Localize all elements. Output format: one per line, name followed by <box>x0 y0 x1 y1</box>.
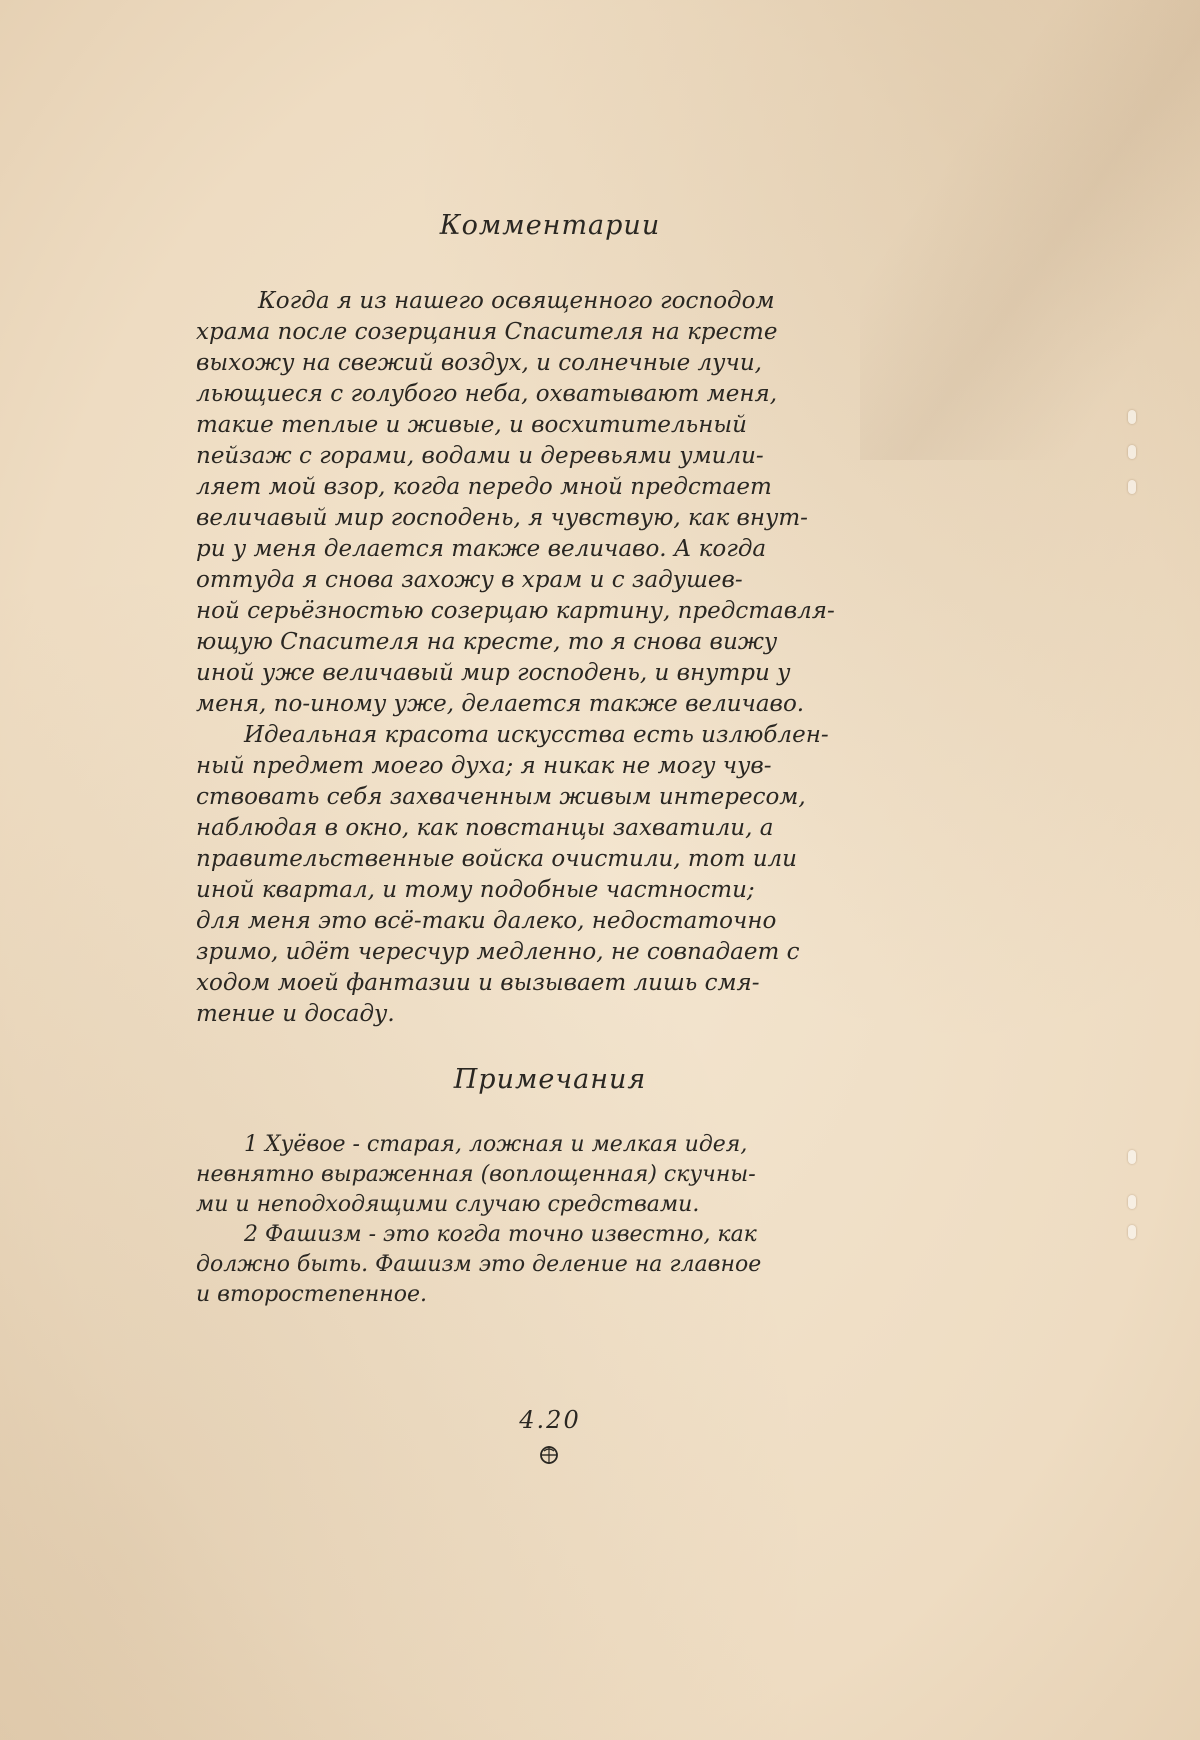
text-line: величавый мир господень, я чувствую, как внут- <box>196 505 808 531</box>
text-line: невнятно выраженная (воплощенная) скучны- <box>196 1162 756 1187</box>
text-line: ный предмет моего духа; я никак не могу чув- <box>196 753 772 779</box>
punch-hole <box>1128 1195 1136 1209</box>
comments-body <box>196 286 956 1030</box>
text-line: меня, по-иному уже, делается также величаво. <box>196 691 805 717</box>
text-line: 1 Хуёвое - старая, ложная и мелкая идея, <box>244 1132 748 1157</box>
text-line: и второстепенное. <box>196 1282 428 1307</box>
text-line: ми и неподходящими случаю средствами. <box>196 1192 700 1217</box>
text-line: Когда я из нашего освященного господом <box>258 288 775 314</box>
punch-hole <box>1128 1150 1136 1164</box>
text-line: оттуда я снова захожу в храм и с задушев- <box>196 567 743 593</box>
punch-hole <box>1128 1225 1136 1239</box>
punch-hole <box>1128 445 1136 459</box>
text-line: должно быть. Фашизм это деление на главное <box>196 1252 762 1277</box>
text-line: пейзаж с горами, водами и деревьями умили- <box>196 443 764 469</box>
text-line: храма после созерцания Спасителя на кресте <box>196 319 778 345</box>
text-line: иной уже величавый мир господень, и внутри у <box>196 660 791 686</box>
page-number: 4.20 <box>519 1406 581 1434</box>
text-line: такие теплые и живые, и восхитительный <box>196 412 747 438</box>
text-line: ющую Спасителя на кресте, то я снова вижу <box>196 629 778 655</box>
notes-heading: Примечания <box>453 1064 647 1095</box>
text-line: тение и досаду. <box>196 1001 395 1027</box>
text-line: для меня это всё-таки далеко, недостаточно <box>196 908 777 934</box>
text-line: Идеальная красота искусства есть излюблен- <box>244 722 829 748</box>
text-line: ри у меня делается также величаво. А когда <box>196 536 767 562</box>
text-line: выхожу на свежий воздух, и солнечные лучи, <box>196 350 762 376</box>
text-line: льющиеся с голубого неба, охватывают меня, <box>196 381 778 407</box>
punch-hole <box>1128 410 1136 424</box>
text-line: 2 Фашизм - это когда точно известно, как <box>244 1222 757 1247</box>
text-line: ной серьёзностью созерцаю картину, представля- <box>196 598 835 624</box>
text-line: зримо, идёт чересчур медленно, не совпадает с <box>196 939 800 965</box>
stamp-mark-icon <box>538 1444 560 1466</box>
text-line: ляет мой взор, когда передо мной предстает <box>196 474 772 500</box>
text-line: правительственные войска очистили, тот или <box>196 846 797 872</box>
punch-hole <box>1128 480 1136 494</box>
comments-heading: Комментарии <box>439 210 661 241</box>
text-line: ходом моей фантазии и вызывает лишь смя- <box>196 970 760 996</box>
notes-body <box>196 1130 956 1310</box>
text-line: наблюдая в окно, как повстанцы захватили, а <box>196 815 774 841</box>
text-line: иной квартал, и тому подобные частности; <box>196 877 755 903</box>
text-line: ствовать себя захваченным живым интересом, <box>196 784 806 810</box>
